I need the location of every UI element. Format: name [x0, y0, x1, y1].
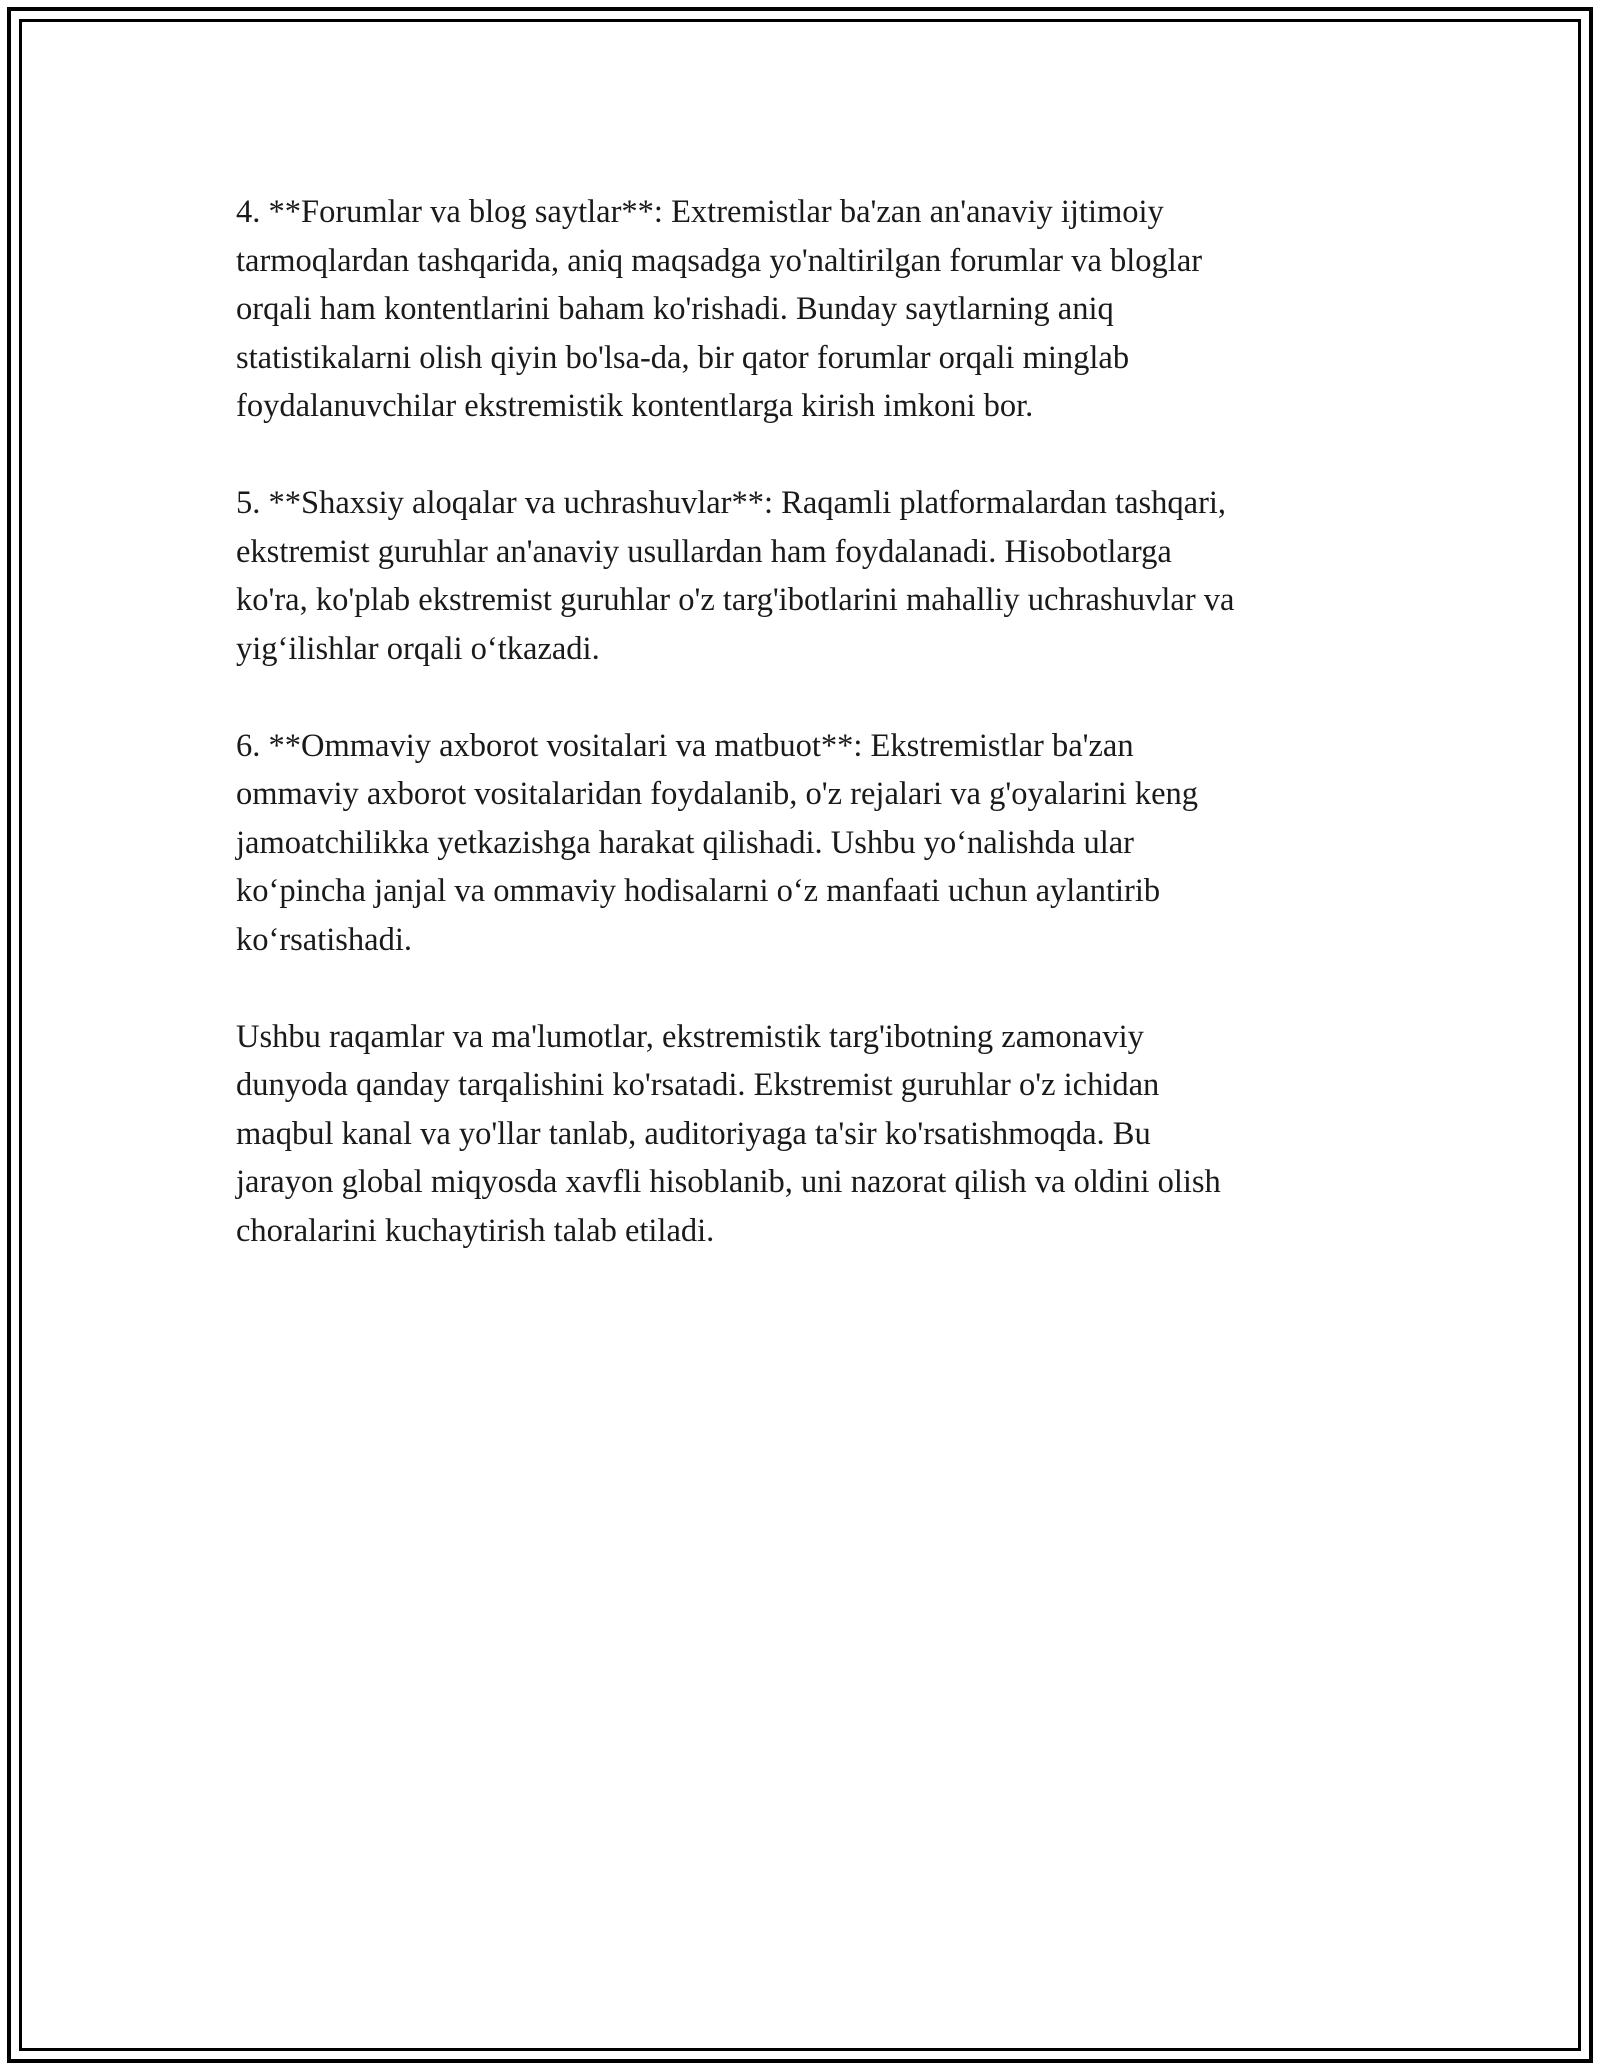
document-body [236, 188, 1376, 1304]
paragraph-mass-media: 6. **Ommaviy axborot vositalari va matbuot**: Ekstremistlar ba'zan ommaviy axborot vositalaridan foydalanib, o'z rejalari va g'oyalarini keng jamoatchilikka yetkazishga harakat qilishadi. Ushbu yo‘nalishda ular ko‘pincha janjal va ommaviy hodisalarni o‘z manfaati uchun aylantirib ko‘rsatishadi. [236, 727, 1199, 958]
paragraph-forums-blogs: 4. **Forumlar va blog saytlar**: Extremistlar ba'zan an'anaviy ijtimoiy tarmoqlardan tashqarida, aniq maqsadga yo'naltirilgan forumlar va bloglar orqali ham kontentlarini baham ko'rishadi. Bunday saytlarning aniq statistikalarni olish qiyin bo'lsa-da, bir qator forumlar orqali minglab foydalanuvchilar ekstremistik kontentlarga kirish imkoni bor. [236, 194, 1203, 424]
paragraph-personal-contacts: 5. **Shaxsiy aloqalar va uchrashuvlar**: Raqamli platformalardan tashqari, ekstremist guruhlar an'anaviy usullardan ham foydalanadi. Hisobotlarga ko'ra, ko'plab ekstremist guruhlar o'z targ'ibotlarini mahalliy uchrashuvlar va yig‘ilishlar orqali o‘tkazadi. [236, 485, 1235, 667]
paragraph-conclusion: Ushbu raqamlar va ma'lumotlar, ekstremistik targ'ibotning zamonaviy dunyoda qanday tarqalishini ko'rsatadi. Ekstremist guruhlar o'z ichidan maqbul kanal va yo'llar tanlab, auditoriyaga ta'sir ko'rsatishmoqda. Bu jarayon global miqyosda xavfli hisoblanib, uni nazorat qilish va oldini olish choralarini kuchaytirish talab etiladi. [236, 1018, 1221, 1249]
